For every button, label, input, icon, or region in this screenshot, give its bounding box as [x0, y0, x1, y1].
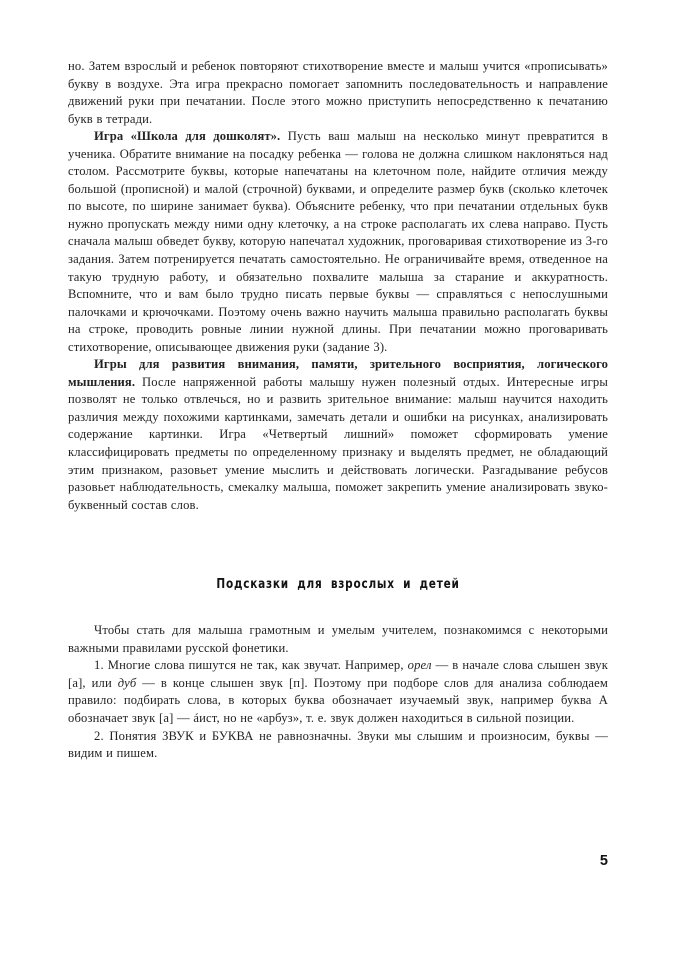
paragraph-rule-1	[68, 657, 608, 727]
paragraph-intro-phonetics	[68, 622, 608, 657]
paragraph-game-preschool-school	[68, 128, 608, 356]
paragraph-text: После напряженной работы малышу нужен полезный отдых. Интересные игры позволят не только отвлечься, но и развить зрительное внимание: малыш научится находить различия между похожими картинками, замечать детали и ошибки на рисунках, анализировать содержание картинки. Игра «Четвертый лишний» поможет сформировать умение классифицировать предметы по определенному признаку и выделять предмет, не обладающий этим признаком, разовьет умение мыслить и действовать логически. Разгадывание ребусов разовьет наблюдательность, смекалку малыша, поможет закрепить умение анализировать звуко-буквенный состав слов.	[68, 374, 608, 512]
text-column	[68, 58, 608, 763]
italic-word-orel: орел	[407, 658, 432, 673]
paragraph-games-attention-memory	[68, 356, 608, 514]
spacer-after-heading	[68, 592, 608, 622]
paragraph-lead-bold: Игра «Школа для дошколят».	[94, 129, 281, 144]
paragraph-continuation-printing	[68, 58, 608, 128]
paragraph-text: Пусть ваш малыш на несколько минут превратится в ученика. Обратите внимание на посадку ребенка — голова не должна слишком наклоняться над столом. Рассмотрите буквы, которые напечатаны на клеточном поле, найдите отличия между большой (прописной) и малой (строчной) буквами, и определите размер букв (сколько клеточек по высоте, по ширине занимает буква). Объясните ребенку, что при печатании отдельных букв нужно пропускать между ними одну клеточку, а на строке располагать их слева направо. Пусть сначала малыш обведет букву, которую напечатал художник, проговаривая стихотворение из 3-го задания. Затем потренируется печатать самостоятельно. Не ограничивайте время, отведенное на такую трудную работу, и обязательно похвалите малыша за старание и аккуратность. Вспомните, что и вам было трудно писать первые буквы — справляться с непослушными палочками и крючочками. Поэтому очень важно научить малыша правильно располагать буквы на строке, проводить ровные линии нужной длины. При печатании можно проговаривать стихотворение, описывающее движения руки (задание 3).	[68, 129, 608, 354]
paragraph-text: Чтобы стать для малыша грамотным и умелым учителем, познакомимся с некоторыми важными правилами русской фонетики.	[68, 623, 608, 655]
paragraph-text: 2. Понятия ЗВУК и БУКВА не равнозначны. Звуки мы слышим и произносим, буквы — видим и пишем.	[68, 728, 608, 761]
page-number: 5	[599, 853, 608, 869]
paragraph-rule-2	[68, 728, 608, 763]
paragraph-segment: — в начале слова слышен звук [а], или	[68, 658, 609, 690]
section-heading: Подсказки для взрослых и детей	[216, 576, 460, 593]
spacer-before-heading	[68, 514, 608, 576]
paragraph-lead-bold: Игры для развития внимания, памяти, зрительного восприятия, логического мышления.	[68, 357, 608, 389]
italic-word-dub: дуб	[117, 675, 137, 690]
paragraph-segment: 1. Многие слова пишутся не так, как звучат. Например,	[94, 658, 408, 673]
paragraph-segment: — в конце слышен звук [п]. Поэтому при подборе слов для анализа соблюдаем правило: подбирать слова, в которых буква обозначает изучаемый звук, например буква А обозначает звук [а] — áист, но не «арбуз», т. е. звук должен находиться в сильной позиции.	[68, 675, 608, 725]
paragraph-text: но. Затем взрослый и ребенок повторяют стихотворение вместе и малыш учится «прописывать» букву в воздухе. Эта игра прекрасно помогает запомнить последовательность и направление движений руки при печатании. После этого можно приступить непосредственно к печатанию букв в тетради.	[68, 59, 608, 126]
